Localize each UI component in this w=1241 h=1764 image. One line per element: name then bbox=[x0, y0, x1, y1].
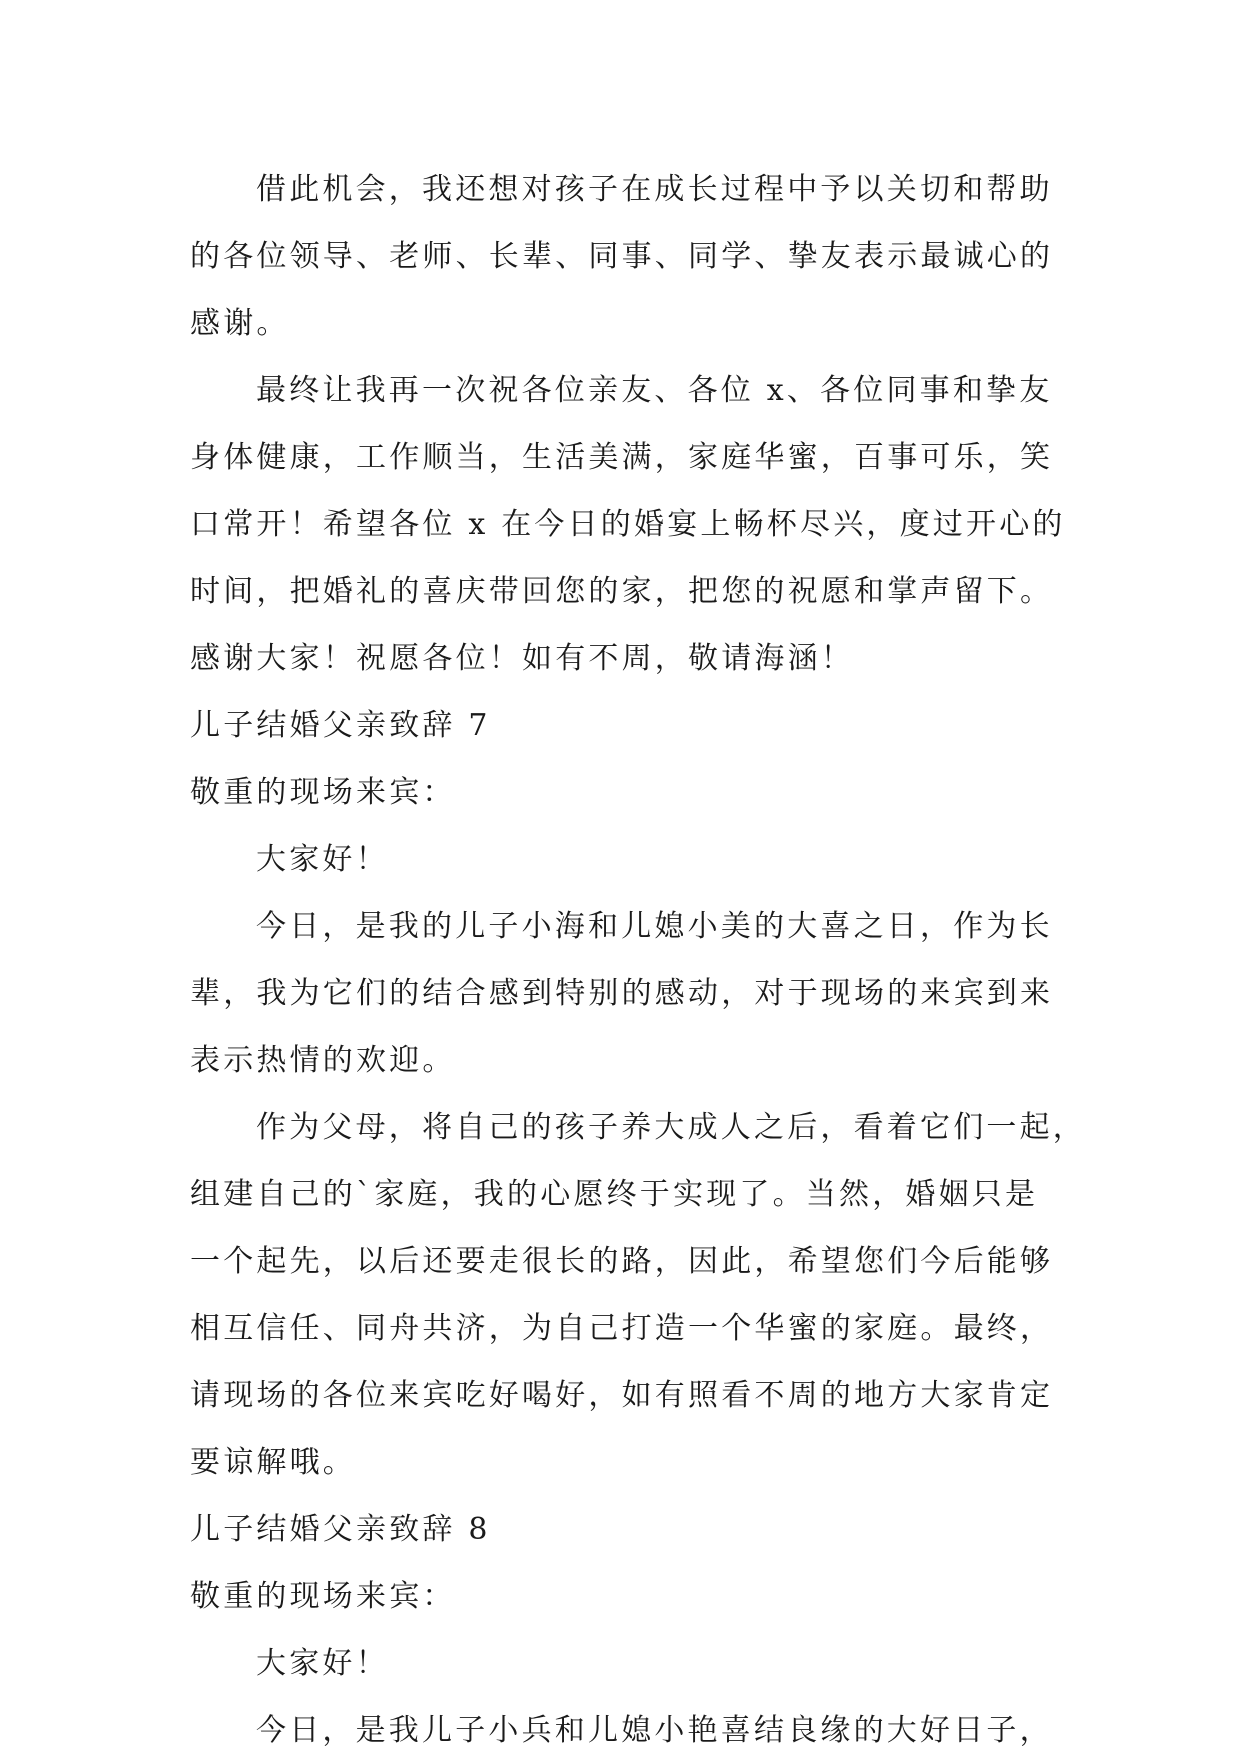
paragraph-thanks bbox=[190, 156, 1070, 357]
text-line: 身体健康，工作顺当，生活美满，家庭华蜜，百事可乐，笑 bbox=[190, 440, 1054, 475]
text-line: 口常开！希望各位 x 在今日的婚宴上畅杯尽兴，度过开心的 bbox=[190, 507, 1066, 542]
text-line: 敬重的现场来宾： bbox=[190, 775, 456, 810]
heading-text: 儿子结婚父亲致辞 8 bbox=[190, 1512, 491, 1547]
text-line: 的各位领导、老师、长辈、同事、同学、挚友表示最诚心的 bbox=[190, 239, 1054, 274]
text-line: 今日，是我儿子小兵和儿媳小艳喜结良缘的大好日子， bbox=[256, 1713, 1053, 1748]
section-heading-8 bbox=[190, 1496, 1070, 1563]
text-line: 要谅解哦。 bbox=[190, 1445, 356, 1480]
text-line: 感谢大家！祝愿各位！如有不周，敬请海涵！ bbox=[190, 641, 854, 676]
text-line: 最终让我再一次祝各位亲友、各位 x、各位同事和挚友 bbox=[256, 373, 1053, 408]
text-line: 时间，把婚礼的喜庆带回您的家，把您的祝愿和掌声留下。 bbox=[190, 574, 1054, 609]
text-line: 今日，是我的儿子小海和儿媳小美的大喜之日，作为长 bbox=[256, 909, 1053, 944]
text-line: 表示热情的欢迎。 bbox=[190, 1043, 456, 1078]
text-line: 敬重的现场来宾： bbox=[190, 1579, 456, 1614]
text-line: 大家好！ bbox=[256, 1646, 389, 1681]
text-line: 作为父母，将自己的孩子养大成人之后，看着它们一起， bbox=[256, 1110, 1086, 1145]
text-line: 借此机会，我还想对孩子在成长过程中予以关切和帮助 bbox=[256, 172, 1053, 207]
paragraph-parents bbox=[190, 1094, 1086, 1496]
salutation bbox=[190, 1563, 1070, 1630]
heading-text: 儿子结婚父亲致辞 7 bbox=[190, 708, 491, 743]
paragraph-welcome bbox=[190, 893, 1070, 1094]
paragraph-blessing bbox=[190, 357, 1070, 692]
section-heading-7 bbox=[190, 692, 1070, 759]
text-line: 相互信任、同舟共济，为自己打造一个华蜜的家庭。最终， bbox=[190, 1311, 1054, 1346]
text-line: 组建自己的`家庭，我的心愿终于实现了。当然，婚姻只是 bbox=[190, 1177, 1039, 1212]
salutation bbox=[190, 759, 1070, 826]
text-line: 请现场的各位来宾吃好喝好，如有照看不周的地方大家肯定 bbox=[190, 1378, 1054, 1413]
document-body bbox=[190, 156, 1086, 1764]
greeting bbox=[190, 1630, 1070, 1697]
text-line: 一个起先，以后还要走很长的路，因此，希望您们今后能够 bbox=[190, 1244, 1054, 1279]
text-line: 感谢。 bbox=[190, 306, 290, 341]
text-line: 辈，我为它们的结合感到特别的感动，对于现场的来宾到来 bbox=[190, 976, 1054, 1011]
greeting bbox=[190, 826, 1070, 893]
text-line: 大家好！ bbox=[256, 842, 389, 877]
